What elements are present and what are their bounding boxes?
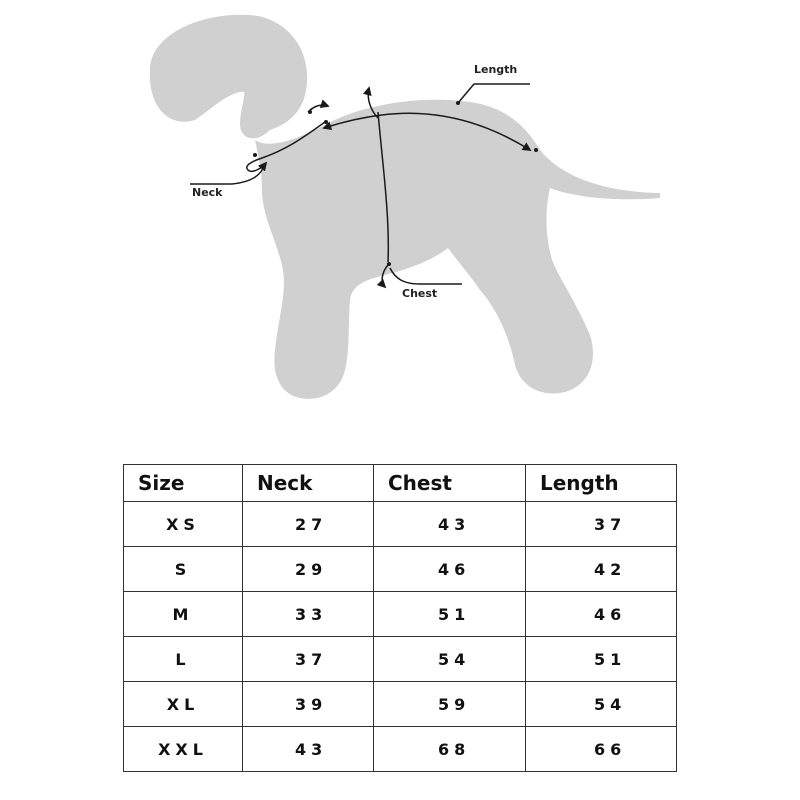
- neck-point-bottom: [253, 153, 257, 157]
- cell-size: XL: [124, 682, 243, 727]
- table-row: [124, 502, 677, 547]
- cell-neck: 27: [243, 502, 374, 547]
- cell-neck: 29: [243, 547, 374, 592]
- cell-size: S: [124, 547, 243, 592]
- cell-chest: 46: [374, 547, 526, 592]
- cell-length: 42: [526, 547, 677, 592]
- cell-size: XXL: [124, 727, 243, 772]
- cell-neck: 39: [243, 682, 374, 727]
- header-size: Size: [124, 465, 243, 502]
- table-row: [124, 727, 677, 772]
- chest-point: [387, 262, 391, 266]
- length-leader: [458, 84, 530, 103]
- cell-length: 37: [526, 502, 677, 547]
- dog-silhouette: [150, 15, 660, 399]
- length-point-start: [324, 120, 328, 124]
- cell-neck: 37: [243, 637, 374, 682]
- header-neck: Neck: [243, 465, 374, 502]
- cell-chest: 43: [374, 502, 526, 547]
- header-length: Length: [526, 465, 677, 502]
- cell-neck: 33: [243, 592, 374, 637]
- neck-label: Neck: [192, 186, 223, 199]
- cell-size: M: [124, 592, 243, 637]
- cell-chest: 68: [374, 727, 526, 772]
- length-label: Length: [474, 63, 518, 76]
- cell-size: XS: [124, 502, 243, 547]
- header-chest: Chest: [374, 465, 526, 502]
- table-header-row: [124, 465, 677, 502]
- cell-chest: 51: [374, 592, 526, 637]
- length-point-end: [534, 148, 538, 152]
- table-row: [124, 547, 677, 592]
- cell-length: 66: [526, 727, 677, 772]
- cell-length: 51: [526, 637, 677, 682]
- neck-leader: [190, 163, 265, 184]
- table-row: [124, 592, 677, 637]
- cell-chest: 59: [374, 682, 526, 727]
- chest-label: Chest: [402, 287, 438, 300]
- size-chart-table: [123, 464, 677, 772]
- neck-point-top: [308, 110, 312, 114]
- cell-size: L: [124, 637, 243, 682]
- cell-length: 54: [526, 682, 677, 727]
- cell-length: 46: [526, 592, 677, 637]
- cell-chest: 54: [374, 637, 526, 682]
- table-row: [124, 637, 677, 682]
- cell-neck: 43: [243, 727, 374, 772]
- table-row: [124, 682, 677, 727]
